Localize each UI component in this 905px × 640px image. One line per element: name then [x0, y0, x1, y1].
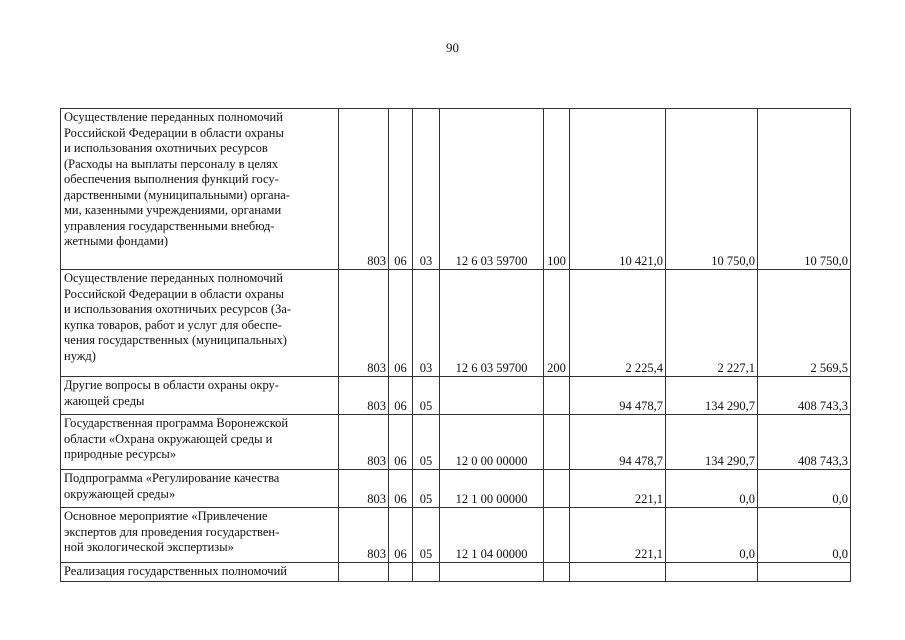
row-7-amount-1 [570, 563, 666, 582]
table-body [61, 109, 851, 582]
row-6-ministry: 803 [339, 508, 389, 563]
row-1-subsection: 03 [413, 109, 440, 270]
budget-table [60, 108, 851, 582]
row-1-amount-1: 10 421,0 [570, 109, 666, 270]
row-3-description: Другие вопросы в области охраны окру- жающей среды [61, 377, 339, 415]
row-5-target-article: 12 1 00 00000 [440, 470, 544, 508]
row-6-expense-type [544, 508, 570, 563]
row-1-amount-3: 10 750,0 [758, 109, 851, 270]
row-5-section: 06 [389, 470, 413, 508]
row-7-amount-3 [758, 563, 851, 582]
row-4-target-article: 12 0 00 00000 [440, 415, 544, 470]
row-3-amount-3: 408 743,3 [758, 377, 851, 415]
row-2-amount-3: 2 569,5 [758, 270, 851, 377]
row-5-ministry: 803 [339, 470, 389, 508]
row-7-amount-2 [666, 563, 758, 582]
row-4-ministry: 803 [339, 415, 389, 470]
row-5-amount-2: 0,0 [666, 470, 758, 508]
row-5-amount-3: 0,0 [758, 470, 851, 508]
row-6-description: Основное мероприятие «Привлечение экспертов для проведения государствен- ной экологической экспертизы» [61, 508, 339, 563]
row-3-expense-type [544, 377, 570, 415]
row-4-expense-type [544, 415, 570, 470]
row-2-target-article: 12 6 03 59700 [440, 270, 544, 377]
row-1-ministry: 803 [339, 109, 389, 270]
row-5-subsection: 05 [413, 470, 440, 508]
row-7-description: Реализация государственных полномочий [61, 563, 339, 582]
row-6-amount-1: 221,1 [570, 508, 666, 563]
row-6-subsection: 05 [413, 508, 440, 563]
row-4-amount-3: 408 743,3 [758, 415, 851, 470]
row-4-subsection: 05 [413, 415, 440, 470]
row-2-ministry: 803 [339, 270, 389, 377]
row-2-subsection: 03 [413, 270, 440, 377]
row-1-expense-type: 100 [544, 109, 570, 270]
row-3-subsection: 05 [413, 377, 440, 415]
row-2-description: Осуществление переданных полномочий Российской Федерации в области охраны и использования охотничьих ресурсов (За- купка товаров, работ и услуг для обеспе- чения государственных (муниципальных) нужд) [61, 270, 339, 377]
row-1-description: Осуществление переданных полномочий Российской Федерации в области охраны и использования охотничьих ресурсов (Расходы на выплаты персоналу в целях обеспечения выполнения функций госу- дарственными (муниципальными) органа- ми, казенными учреждениями, органами управления государственными внебюд- жетными фондами) [61, 109, 339, 270]
row-6-amount-3: 0,0 [758, 508, 851, 563]
row-2-amount-2: 2 227,1 [666, 270, 758, 377]
row-7-subsection [413, 563, 440, 582]
page-number: 90 [446, 40, 459, 55]
row-1-section: 06 [389, 109, 413, 270]
row-2-section: 06 [389, 270, 413, 377]
row-3-amount-1: 94 478,7 [570, 377, 666, 415]
row-5-description: Подпрограмма «Регулирование качества окружающей среды» [61, 470, 339, 508]
row-4-description: Государственная программа Воронежской области «Охрана окружающей среды и природные ресурсы» [61, 415, 339, 470]
row-2-amount-1: 2 225,4 [570, 270, 666, 377]
row-3-section: 06 [389, 377, 413, 415]
row-3-target-article [440, 377, 544, 415]
row-3-ministry: 803 [339, 377, 389, 415]
row-4-amount-2: 134 290,7 [666, 415, 758, 470]
row-7-target-article [440, 563, 544, 582]
row-2-expense-type: 200 [544, 270, 570, 377]
row-7-ministry [339, 563, 389, 582]
row-4-section: 06 [389, 415, 413, 470]
row-3-amount-2: 134 290,7 [666, 377, 758, 415]
row-1-amount-2: 10 750,0 [666, 109, 758, 270]
row-6-target-article: 12 1 04 00000 [440, 508, 544, 563]
row-7-section [389, 563, 413, 582]
row-5-expense-type [544, 470, 570, 508]
row-1-target-article: 12 6 03 59700 [440, 109, 544, 270]
row-5-amount-1: 221,1 [570, 470, 666, 508]
row-4-amount-1: 94 478,7 [570, 415, 666, 470]
row-6-amount-2: 0,0 [666, 508, 758, 563]
row-7-expense-type [544, 563, 570, 582]
row-6-section: 06 [389, 508, 413, 563]
